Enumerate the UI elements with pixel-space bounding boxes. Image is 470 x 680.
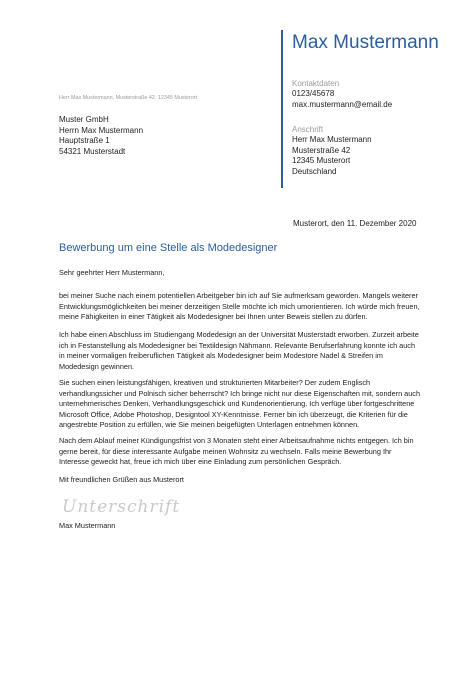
body-paragraph: bei meiner Suche nach einem potentiellen Arbeitgeber bin ich auf Sie aufmerksam geworden. Mangels weiterer Entwicklungsmöglichkeiten bei meiner derzeitigen Stelle möchte ich mich umorientieren. Ich würde mich freuen, meine Fähigkeiten in einer Tätigkeit als Modedesigner bei Ihnen unter Beweis stellen zu dürfen. xyxy=(59,291,420,322)
sender-address-line: Musterstraße 42 xyxy=(292,145,351,155)
contact-label: Kontaktdaten xyxy=(292,79,340,88)
body-paragraph: Nach dem Ablauf meiner Kündigungsfrist von 3 Monaten steht einer Arbeitsaufnahme nichts entgegen. Ich bin gerne bereit, für diese interessante Aufgabe meinen Wohnsitz zu wechseln. Falls meine Bewerbung Ihr Interesse geweckt hat, freue ich mich über eine Einladung zum persönlichen Gespräch. xyxy=(59,436,414,467)
letter-date: Musterort, den 11. Dezember 2020 xyxy=(293,219,417,228)
body-paragraph: Ich habe einen Abschluss im Studiengang Modedesign an der Universität Musterstadt erworben. Zurzeit arbeite ich in Festanstellung als Modedesigner bei Textildesign Nähmann. Relevante Berufserfahrung konnte ich auch in meiner vormaligen freiberuflichen Tätigkeit als Modedesigner beim Modestore Nadel & Streifen im Modedesign gewinnen. xyxy=(59,330,419,371)
address-label: Anschrift xyxy=(292,125,324,134)
sender-address-line: Deutschland xyxy=(292,166,337,176)
applicant-name: Max Mustermann xyxy=(292,32,439,53)
recipient-line: Herrn Max Mustermann xyxy=(59,125,144,135)
letter-subject: Bewerbung um eine Stelle als Modedesigner xyxy=(59,242,278,254)
recipient-line: 54321 Musterstadt xyxy=(59,146,126,156)
signer-name: Max Mustermann xyxy=(59,521,116,530)
accent-bar xyxy=(281,30,283,188)
signature: Unterschrift xyxy=(62,497,181,517)
sender-address-line: 12345 Musterort xyxy=(292,156,351,165)
salutation: Sehr geehrter Herr Mustermann, xyxy=(59,268,165,277)
closing: Mit freundlichen Grüßen aus Musterort xyxy=(59,475,184,484)
return-address-line: Herr Max Mustermann, Musterstraße 42, 12345 Musterort xyxy=(59,95,198,101)
sender-address-line: Herr Max Mustermann xyxy=(292,135,372,144)
body-paragraph: Sie suchen einen leistungsfähigen, kreativen und strukturierten Mitarbeiter? Der zudem Englisch verhandlungssicher und Polnisch sicher beherrscht? Ich bringe nicht nur diese Eigenschaften mit, sondern auch unternehmerisches Denken, Verhandlungsgeschick und Kundenorientierung. Ich verfüge über fortgeschrittene Microsoft Office, Adobe Photoshop, Designtool XY-Kenntnisse. Ferner bin ich überzeugt, die Kriterien für die angestrebte Position zu erfüllen, wie Sie meinen beigefügten Unterlagen entnehmen können. xyxy=(59,378,420,430)
email: max.mustermann@email.de xyxy=(292,100,393,109)
phone: 0123/45678 xyxy=(292,89,335,98)
sender-address xyxy=(292,135,372,177)
recipient-address xyxy=(59,115,143,157)
recipient-line: Hauptstraße 1 xyxy=(59,136,110,145)
recipient-line: Muster GmbH xyxy=(59,115,109,124)
